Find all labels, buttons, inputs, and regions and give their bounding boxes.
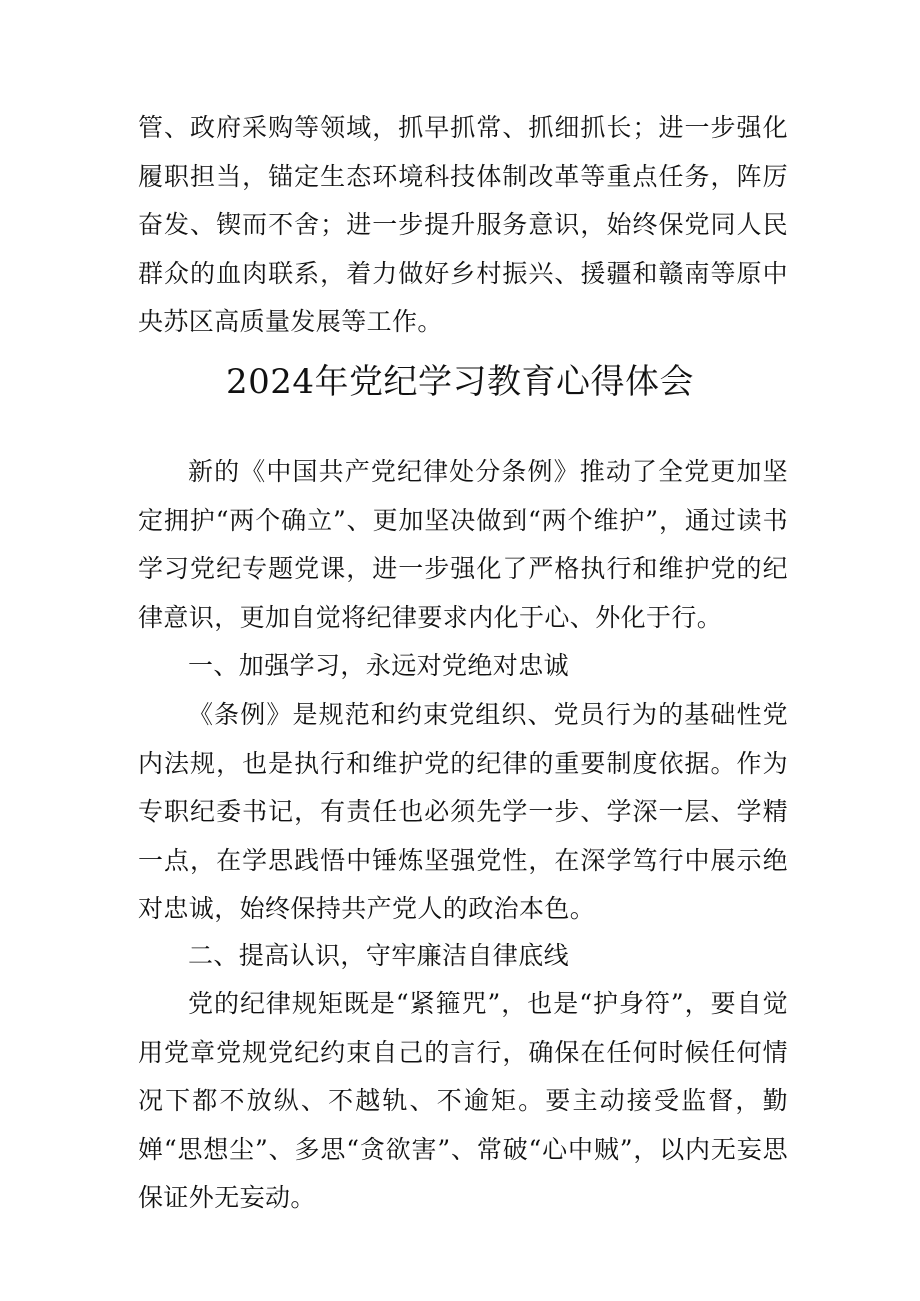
document-title: 2024年党纪学习教育心得体会 <box>225 362 695 402</box>
section-1-body: 《条例》是规范和约束党组织、党员行为的基础性党内法规，也是执行和维护党的纪律的重要制度依据。作为专职纪委书记，有责任也必须先学一步、学深一层、学精一点，在学思践悟中锤炼坚强党性，在深学笃行中展示绝对忠诚，始终保持共产党人的政治本色。 <box>138 700 788 923</box>
section-2-heading: 二、提高认识，守牢廉洁自律底线 <box>188 941 570 970</box>
continued-paragraph: 管、政府采购等领域，抓早抓常、抓细抓长；进一步强化履职担当，锚定生态环境科技体制改革等重点任务，阵厉奋发、锲而不舍；进一步提升服务意识，始终保党同人民群众的血肉联系，着力做好乡村振兴、援疆和赣南等原中央苏区高质量发展等工作。 <box>138 113 788 336</box>
section-1-heading: 一、加强学习，永远对党绝对忠诚 <box>188 651 570 680</box>
intro-paragraph: 新的《中国共产党纪律处分条例》推动了全党更加坚定拥护“两个确立”、更加坚决做到“两个维护”，通过读书学习党纪专题党课，进一步强化了严格执行和维护党的纪律意识，更加自觉将纪律要求内化于心、外化于行。 <box>138 457 788 632</box>
section-2-body: 党的纪律规矩既是“紧箍咒”，也是“护身符”，要自觉用党章党规党纪约束自己的言行，确保在任何时候任何情况下都不放纵、不越轨、不逾矩。要主动接受监督，勤婵“思想尘”、多思“贪欲害”、常破“心中贼”，以内无妄思保证外无妄动。 <box>138 989 788 1212</box>
